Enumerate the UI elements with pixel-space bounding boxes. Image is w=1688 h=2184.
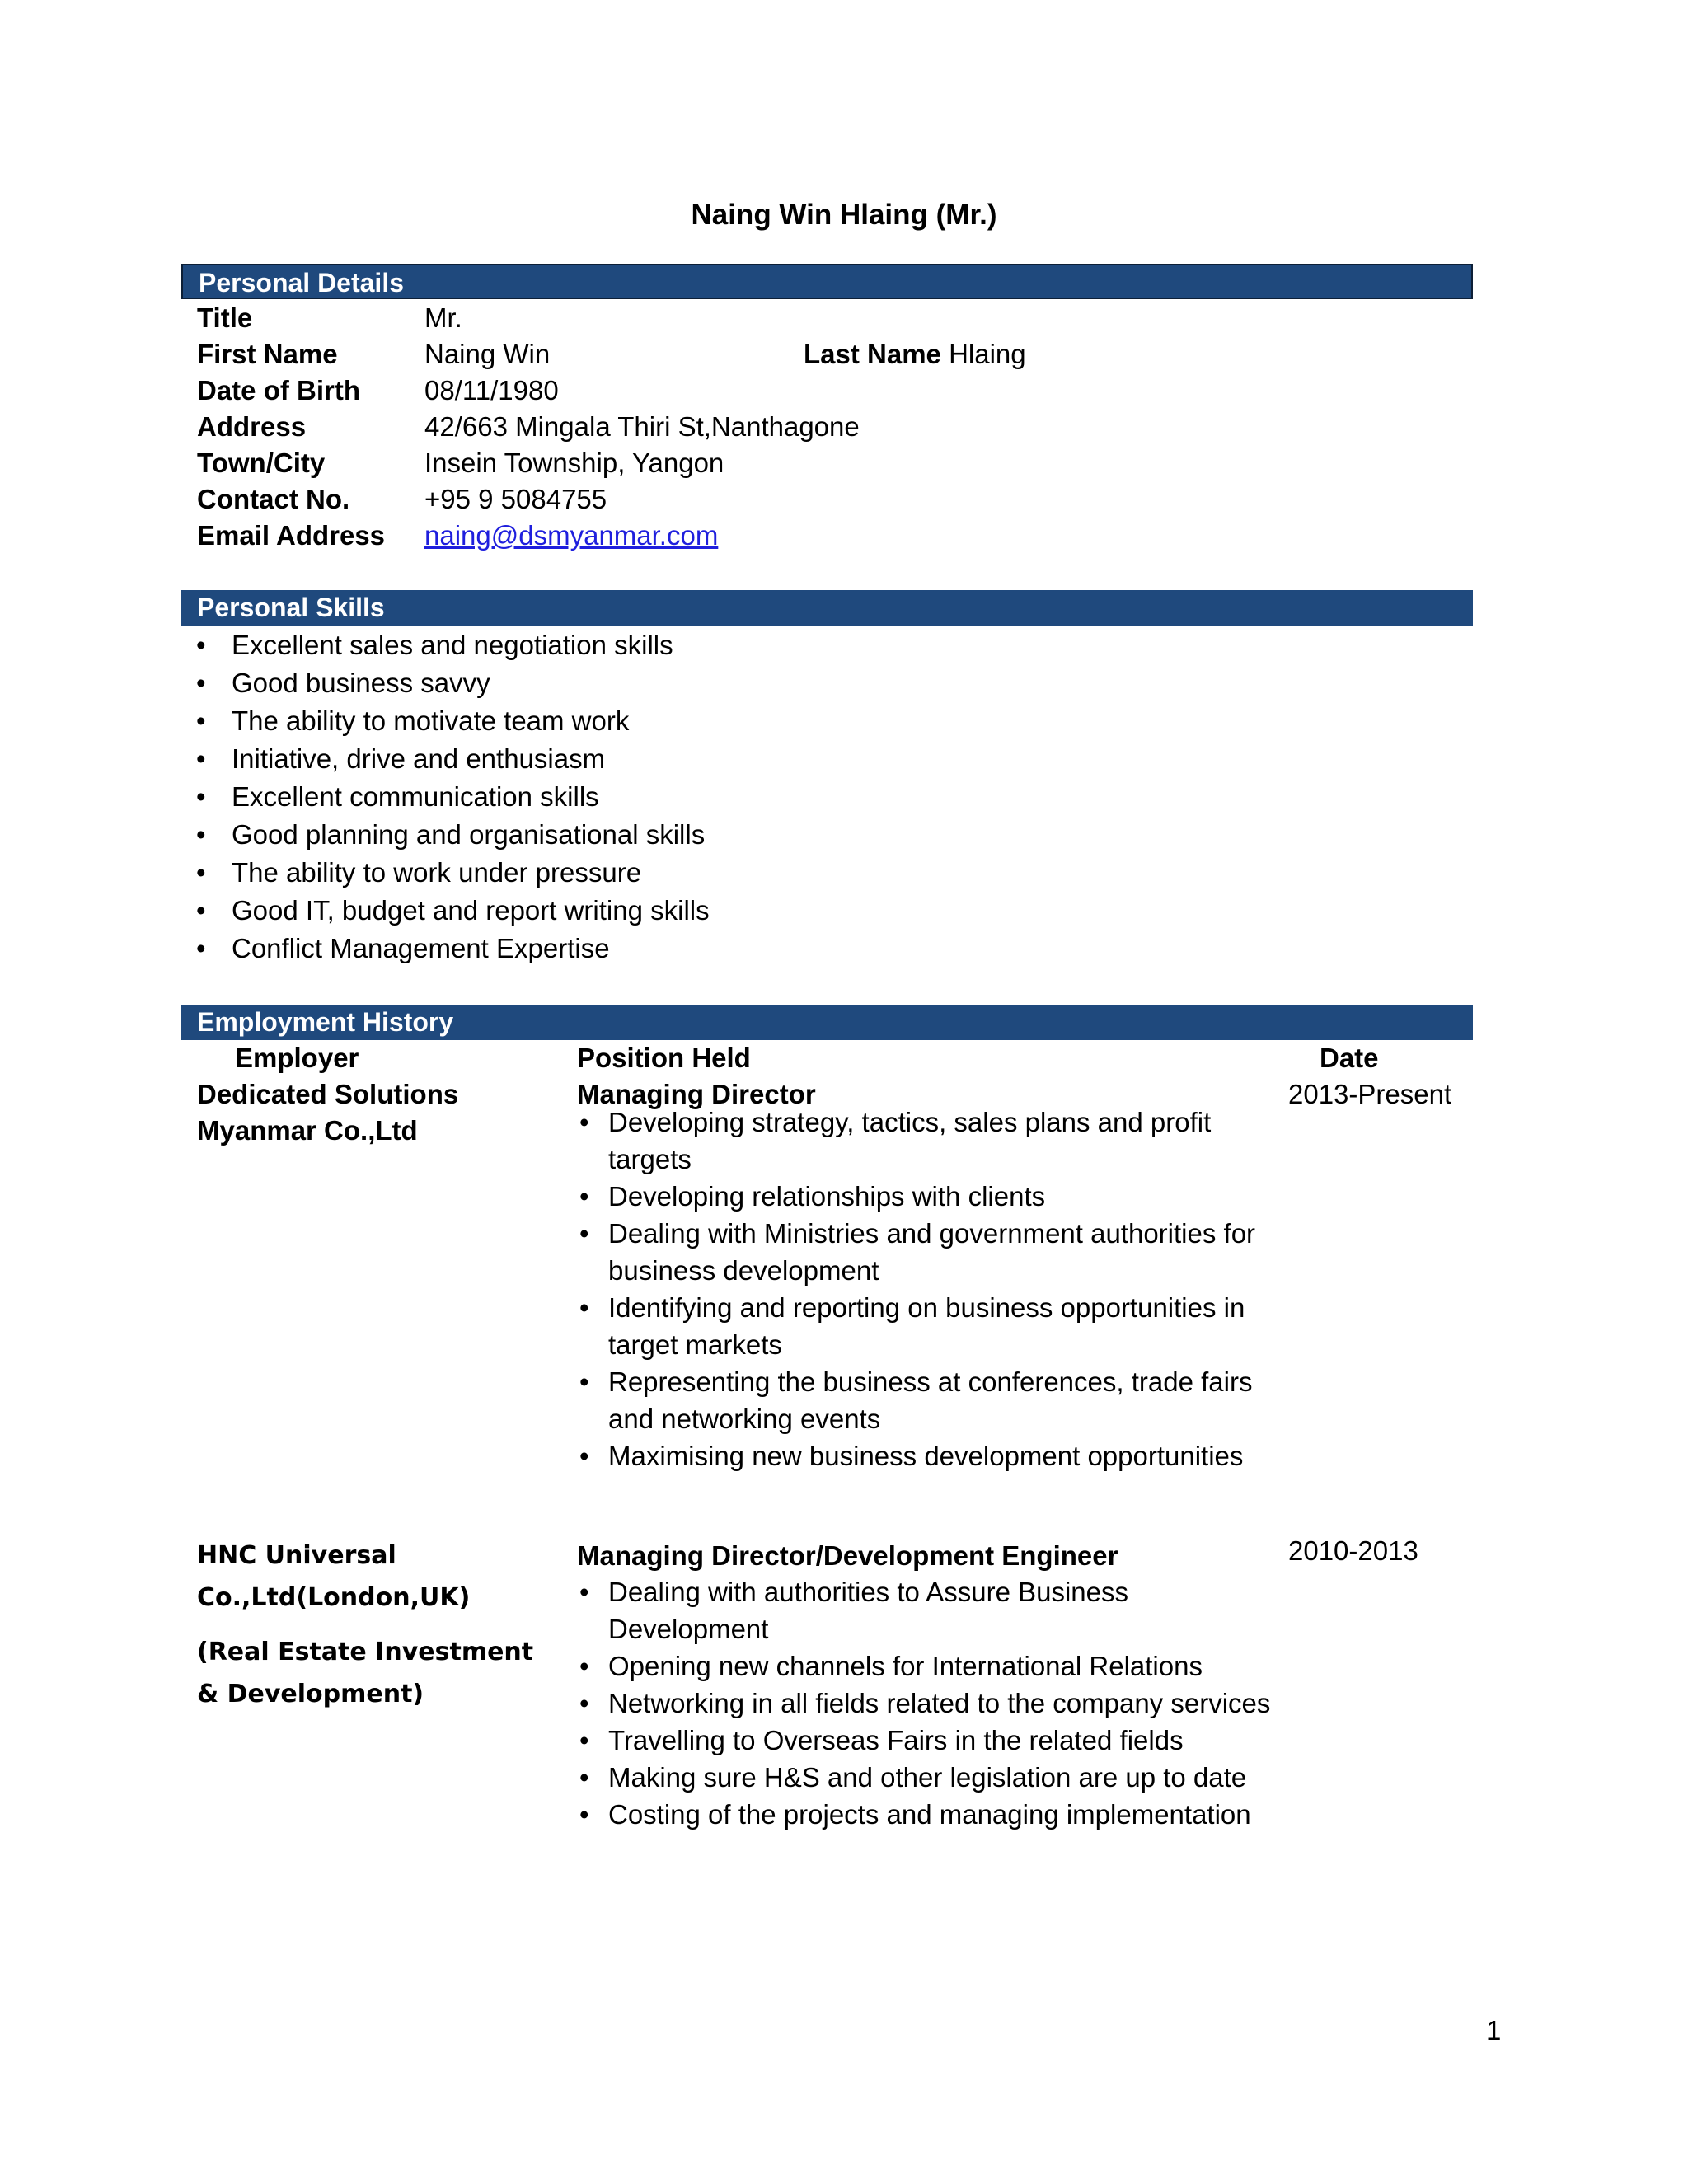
dob-label: Date of Birth [197, 375, 360, 405]
job-duties-list [577, 1573, 1278, 1833]
job-employer-note: (Real Estate Investment & Development) [197, 1638, 534, 1708]
address-label: Address [197, 411, 307, 442]
skill-item: • The ability to work under pressure [190, 854, 710, 892]
town-label: Town/City [197, 448, 326, 478]
skill-item: • Good IT, budget and report writing skills [190, 892, 710, 930]
last-name-value: Hlaing [949, 339, 1026, 369]
document-title: Naing Win Hlaing (Mr.) [691, 199, 997, 231]
title-label: Title [197, 302, 253, 333]
skills-list [190, 626, 710, 968]
skill-item: • Conflict Management Expertise [190, 930, 710, 968]
email-label: Email Address [197, 520, 386, 551]
job-duties-list [577, 1104, 1278, 1474]
last-name-label: Last Name [804, 339, 941, 369]
first-name-label: First Name [197, 339, 338, 369]
contact-label: Contact No. [197, 484, 350, 514]
last-name-field [804, 336, 1026, 373]
duty-item: • Representing the business at conferences, trade fairs and networking events [577, 1363, 1278, 1437]
duty-item: • Developing relationships with clients [577, 1178, 1278, 1215]
job-employer-name: HNC Universal Co.,Ltd(London,UK) [197, 1541, 471, 1612]
duty-item: • Costing of the projects and managing implementation [577, 1796, 1278, 1833]
job-employer: Dedicated Solutions Myanmar Co.,Ltd [197, 1079, 459, 1146]
email-link[interactable]: naing@dsmyanmar.com [424, 520, 719, 551]
page-number: 1 [1486, 2015, 1502, 2046]
town-value: Insein Township, Yangon [424, 448, 724, 478]
first-name-value: Naing Win [424, 339, 551, 369]
contact-value: +95 9 5084755 [424, 484, 607, 514]
skill-item: • Excellent sales and negotiation skills [190, 626, 710, 664]
section-header-employment-history: Employment History [181, 1005, 1473, 1040]
date-column-header: Date [1320, 1043, 1379, 1073]
position-column-header: Position Held [577, 1043, 751, 1073]
skill-item: • Excellent communication skills [190, 778, 710, 816]
dob-value: 08/11/1980 [424, 375, 559, 405]
skill-item: • Initiative, drive and enthusiasm [190, 740, 710, 778]
duty-item: • Maximising new business development opportunities [577, 1437, 1278, 1474]
skill-item: • The ability to motivate team work [190, 702, 710, 740]
duty-item: • Dealing with Ministries and government authorities for business development [577, 1215, 1278, 1289]
duty-item: • Dealing with authorities to Assure Business Development [577, 1573, 1278, 1647]
duty-item: • Travelling to Overseas Fairs in the related fields [577, 1722, 1278, 1759]
section-header-personal-details: Personal Details [181, 264, 1473, 299]
duty-item: • Making sure H&S and other legislation are up to date [577, 1759, 1278, 1796]
job-date: 2010-2013 [1288, 1535, 1418, 1566]
title-value: Mr. [424, 302, 462, 333]
job-position: Managing Director/Development Engineer [577, 1540, 1118, 1571]
duty-item: • Opening new channels for International Relations [577, 1647, 1278, 1685]
skill-item: • Good planning and organisational skills [190, 816, 710, 854]
duty-item: • Networking in all fields related to the company services [577, 1685, 1278, 1722]
duty-item: • Developing strategy, tactics, sales plans and profit targets [577, 1104, 1278, 1178]
address-value: 42/663 Mingala Thiri St,Nanthagone [424, 411, 860, 442]
job-date: 2013-Present [1288, 1079, 1452, 1109]
section-header-personal-skills: Personal Skills [181, 590, 1473, 626]
employer-column-header: Employer [235, 1043, 359, 1073]
skill-item: • Good business savvy [190, 664, 710, 702]
job-position: Managing Director [577, 1079, 816, 1109]
duty-item: • Identifying and reporting on business opportunities in target markets [577, 1289, 1278, 1363]
job-employer [197, 1535, 560, 1715]
